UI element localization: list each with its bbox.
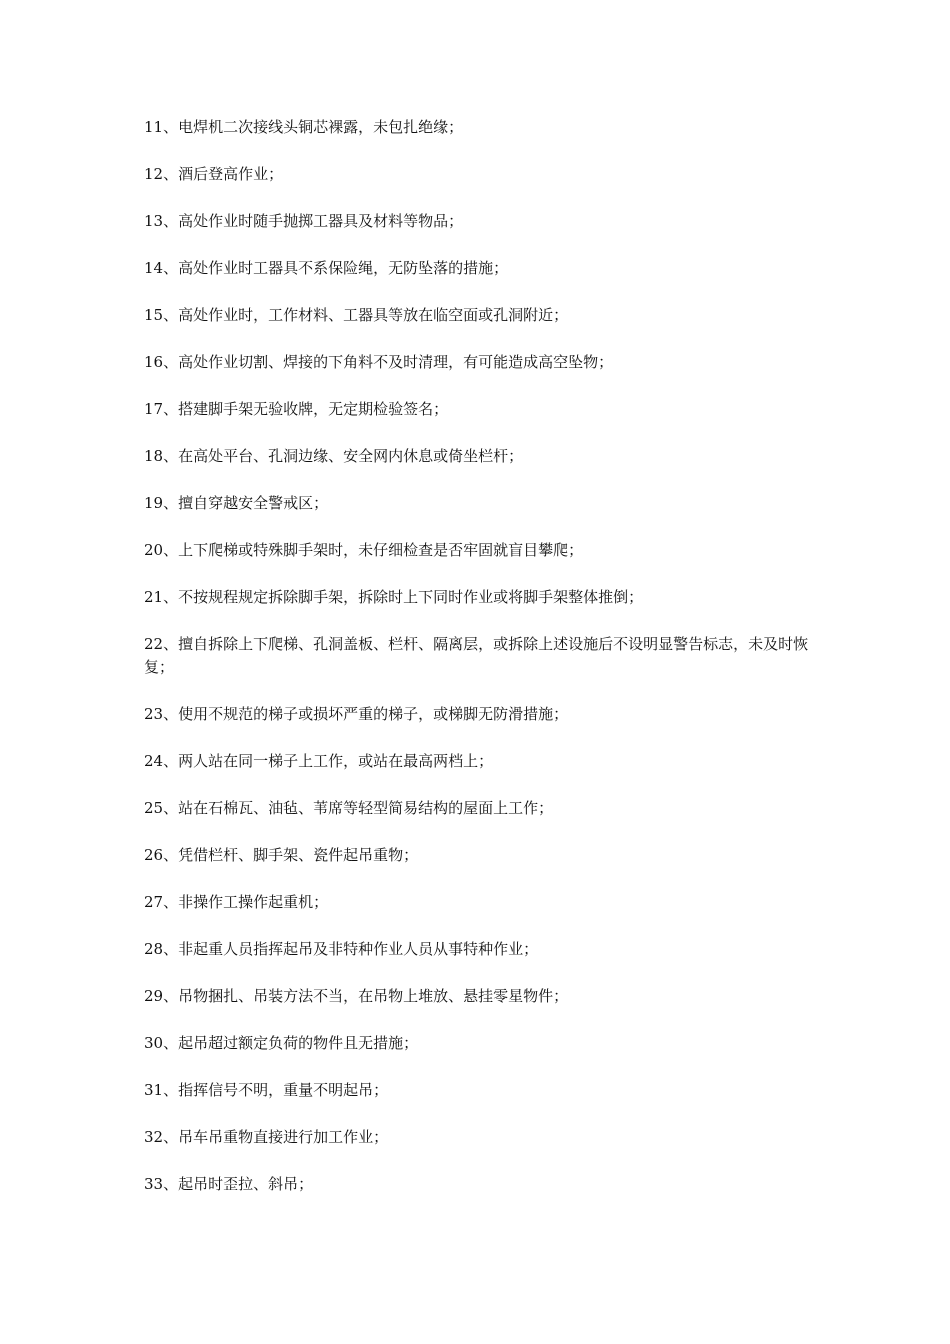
- list-item: 17、搭建脚手架无验收牌，无定期检验签名；: [144, 400, 449, 418]
- list-item: 15、高处作业时，工作材料、工器具等放在临空面或孔洞附近；: [144, 306, 569, 324]
- list-item: 30、起吊超过额定负荷的物件且无措施；: [144, 1034, 419, 1052]
- list-item: 13、高处作业时随手抛掷工器具及材料等物品；: [144, 212, 464, 230]
- list-item: 20、上下爬梯或特殊脚手架时，未仔细检查是否牢固就盲目攀爬；: [144, 541, 584, 559]
- list-item: 29、吊物捆扎、吊装方法不当，在吊物上堆放、悬挂零星物件；: [144, 987, 569, 1005]
- list-item: 14、高处作业时工器具不系保险绳，无防坠落的措施；: [144, 259, 509, 277]
- list-item: 12、酒后登高作业；: [144, 165, 284, 183]
- list-item: 32、吊车吊重物直接进行加工作业；: [144, 1128, 389, 1146]
- list-item: 16、高处作业切割、焊接的下角料不及时清理，有可能造成高空坠物；: [144, 353, 614, 371]
- document-body: [144, 116, 824, 1220]
- list-item: 27、非操作工操作起重机；: [144, 893, 329, 911]
- list-item: 21、不按规程规定拆除脚手架，拆除时上下同时作业或将脚手架整体推倒；: [144, 588, 644, 606]
- list-item: 31、指挥信号不明，重量不明起吊；: [144, 1081, 389, 1099]
- list-item: 28、非起重人员指挥起吊及非特种作业人员从事特种作业；: [144, 940, 539, 958]
- list-item: 11、电焊机二次接线头铜芯裸露，未包扎绝缘；: [144, 118, 464, 136]
- list-item: 18、在高处平台、孔洞边缘、安全网内休息或倚坐栏杆；: [144, 447, 524, 465]
- list-item: 23、使用不规范的梯子或损坏严重的梯子，或梯脚无防滑措施；: [144, 705, 569, 723]
- list-item: 25、站在石棉瓦、油毡、苇席等轻型简易结构的屋面上工作；: [144, 799, 554, 817]
- list-item: 19、擅自穿越安全警戒区；: [144, 494, 329, 512]
- list-item: 26、凭借栏杆、脚手架、瓷件起吊重物；: [144, 846, 419, 864]
- list-item: 24、两人站在同一梯子上工作，或站在最高两档上；: [144, 752, 494, 770]
- list-item: 22、擅自拆除上下爬梯、孔洞盖板、栏杆、隔离层，或拆除上述设施后不设明显警告标志，未及时恢复；: [144, 635, 809, 676]
- list-item: 33、起吊时歪拉、斜吊；: [144, 1175, 314, 1193]
